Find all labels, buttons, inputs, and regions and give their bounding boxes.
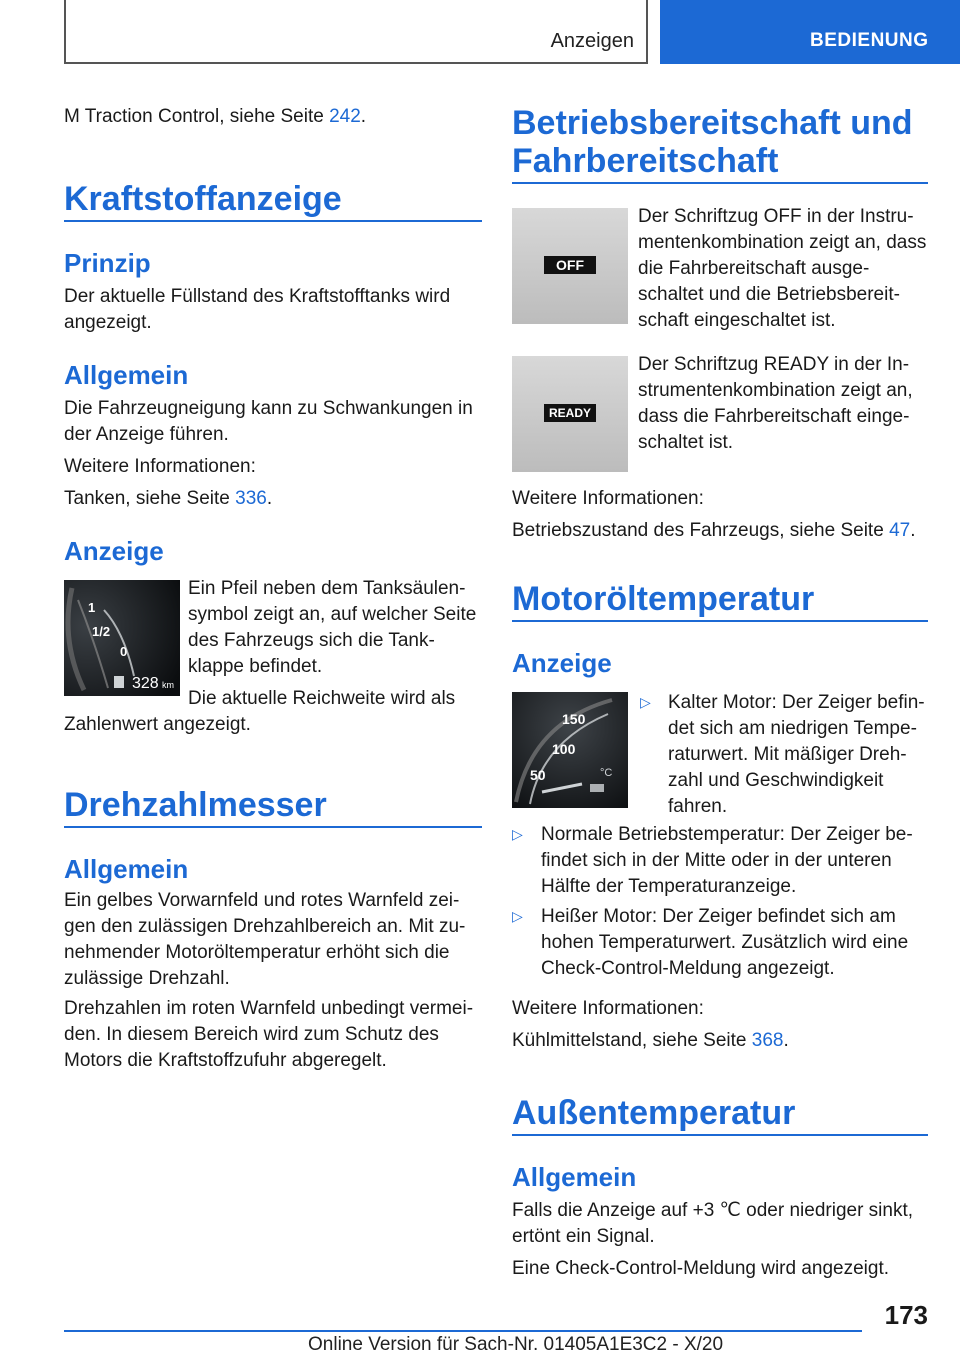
allgemein-heading: Allgemein bbox=[64, 360, 189, 390]
intro-end: . bbox=[360, 106, 367, 127]
fuel-range-value: 328 bbox=[132, 675, 159, 692]
bullet-marker: ▷ bbox=[640, 694, 651, 710]
bullet-cold-engine: Kalter Motor: Der Zeiger befindet sich am niedrigen Temperaturwert. Mit mäßiger Drehzahl und Geschwindigkeit fahren. bbox=[668, 692, 925, 817]
fuel-mark-full: 1 bbox=[88, 600, 96, 615]
page-link-336[interactable]: 336 bbox=[235, 488, 267, 509]
fuel-gauge-heading: Kraftstoffanzeige bbox=[64, 180, 342, 218]
outside-temp-heading: Außentemperatur bbox=[512, 1094, 796, 1132]
off-indicator-image bbox=[512, 208, 628, 324]
betrieb-text: Betriebszustand des Fahrzeugs, siehe Seite bbox=[512, 520, 890, 541]
chapter-tab-label: BEDIENUNG bbox=[810, 30, 929, 51]
allgemein-text: Die Fahrzeugneigung kann zu Schwankungen in der Anzeige führen. bbox=[64, 398, 473, 445]
outside-text-1: Falls die Anzeige auf +3 ℃ oder niedriger sinkt, ertönt ein Signal. bbox=[512, 1200, 914, 1247]
betrieb-paragraph bbox=[512, 518, 915, 544]
ready-indicator-image bbox=[512, 356, 628, 472]
anzeige-text-1: Ein Pfeil neben dem Tanksäulensymbol zeigt an, auf welcher Seite des Fahrzeugs sich die Tankklappe befindet. bbox=[188, 578, 477, 677]
oil-can-icon bbox=[590, 784, 604, 792]
tanken-text: Tanken, siehe Seite bbox=[64, 488, 236, 509]
page-link-242[interactable]: 242 bbox=[329, 106, 361, 127]
rev-counter-heading: Drehzahlmesser bbox=[64, 786, 327, 824]
page-link-368[interactable]: 368 bbox=[751, 1030, 784, 1051]
fuel-mark-empty: 0 bbox=[120, 644, 128, 659]
outside-text-2: Eine Check-Control-Meldung wird angezeigt. bbox=[512, 1258, 890, 1279]
footer-rule bbox=[64, 1330, 862, 1332]
footer-online-version: Online Version für Sach-Nr. 01405A1E3C2 - X/20 bbox=[308, 1334, 724, 1355]
intro-text: M Traction Control, siehe Seite bbox=[64, 106, 330, 127]
kuehl-text: Kühlmittelstand, siehe Seite bbox=[512, 1030, 752, 1051]
tanken-paragraph bbox=[64, 486, 272, 512]
kuehl-paragraph bbox=[512, 1028, 789, 1054]
anzeige-text-2: Die aktuelle Reichweite wird als Zahlenwert angezeigt. bbox=[64, 688, 456, 735]
ready-text: Der Schriftzug READY in der Instrumentenkombination zeigt an, dass die Fahrbereitschaft eingeschaltet ist. bbox=[638, 354, 913, 453]
off-text: Der Schriftzug OFF in der Instrumentenkombination zeigt an, dass die Fahrbereitschaft ausgeschaltet und die Betriebsbereitschaft eingeschaltet ist. bbox=[638, 206, 927, 331]
kuehl-end: . bbox=[783, 1030, 789, 1051]
fuel-mark-half: 1/2 bbox=[92, 624, 111, 639]
fuel-gauge-image bbox=[64, 580, 180, 696]
prinzip-heading: Prinzip bbox=[64, 248, 151, 278]
bullet-normal-temp: Normale Betriebstemperatur: Der Zeiger befindet sich in der Mitte oder in der unteren Hälfte der Temperaturanzeige. bbox=[541, 824, 913, 897]
header-box bbox=[64, 0, 648, 64]
prinzip-text: Der aktuelle Füllstand des Kraftstofftanks wird angezeigt. bbox=[64, 286, 451, 333]
oil-mark-150: 150 bbox=[562, 711, 586, 727]
fuel-range-unit: km bbox=[162, 680, 174, 690]
oil-temp-unit: °C bbox=[600, 767, 613, 779]
page-link-47[interactable]: 47 bbox=[889, 520, 911, 541]
section-title: Anzeigen bbox=[550, 30, 634, 52]
heading-rule bbox=[512, 1134, 928, 1136]
intro-paragraph bbox=[64, 104, 366, 130]
more-info-label-2: Weitere Informationen: bbox=[512, 998, 704, 1019]
rev-text-2: Drehzahlen im roten Warnfeld unbedingt vermeiden. In diesem Bereich wird zum Schutz des Motors die Kraftstoffzufuhr abgeregelt. bbox=[64, 998, 474, 1071]
heading-rule bbox=[64, 826, 482, 828]
bullet-hot-engine: Heißer Motor: Der Zeiger befindet sich am hohen Temperaturwert. Zusätzlich wird eine Check-Control-Meldung angezeigt. bbox=[541, 906, 909, 979]
oil-temp-heading: Motoröltemperatur bbox=[512, 580, 815, 618]
heading-rule bbox=[512, 620, 928, 622]
page-number: 173 bbox=[884, 1300, 928, 1330]
oil-mark-100: 100 bbox=[552, 741, 576, 757]
oil-temp-gauge-image bbox=[512, 692, 628, 808]
bullet-marker: ▷ bbox=[512, 826, 523, 842]
betrieb-end: . bbox=[910, 520, 916, 541]
outside-allgemein-heading: Allgemein bbox=[512, 1162, 637, 1192]
more-info-label: Weitere Informationen: bbox=[64, 456, 256, 477]
tanken-end: . bbox=[266, 488, 273, 509]
chapter-tab[interactable] bbox=[660, 0, 960, 64]
off-badge: OFF bbox=[544, 256, 596, 274]
rev-text-1: Ein gelbes Vorwarnfeld und rotes Warnfeld zeigen den zulässigen Drehzahlbereich an. Mit zunehmender Motoröltemperatur erhöht sich die zulässige Drehzahl. bbox=[64, 890, 466, 989]
rev-allgemein-heading: Allgemein bbox=[64, 854, 189, 884]
oil-anzeige-heading: Anzeige bbox=[512, 648, 612, 678]
readiness-heading: Betriebsbereitschaft und Fahrbereitschaft bbox=[512, 104, 913, 180]
heading-rule bbox=[64, 220, 482, 222]
heading-rule bbox=[512, 182, 928, 184]
bullet-marker: ▷ bbox=[512, 908, 523, 924]
oil-mark-50: 50 bbox=[530, 767, 546, 783]
anzeige-heading: Anzeige bbox=[64, 536, 164, 566]
ready-badge: READY bbox=[544, 404, 596, 422]
more-info-label: Weitere Informationen: bbox=[512, 488, 704, 509]
